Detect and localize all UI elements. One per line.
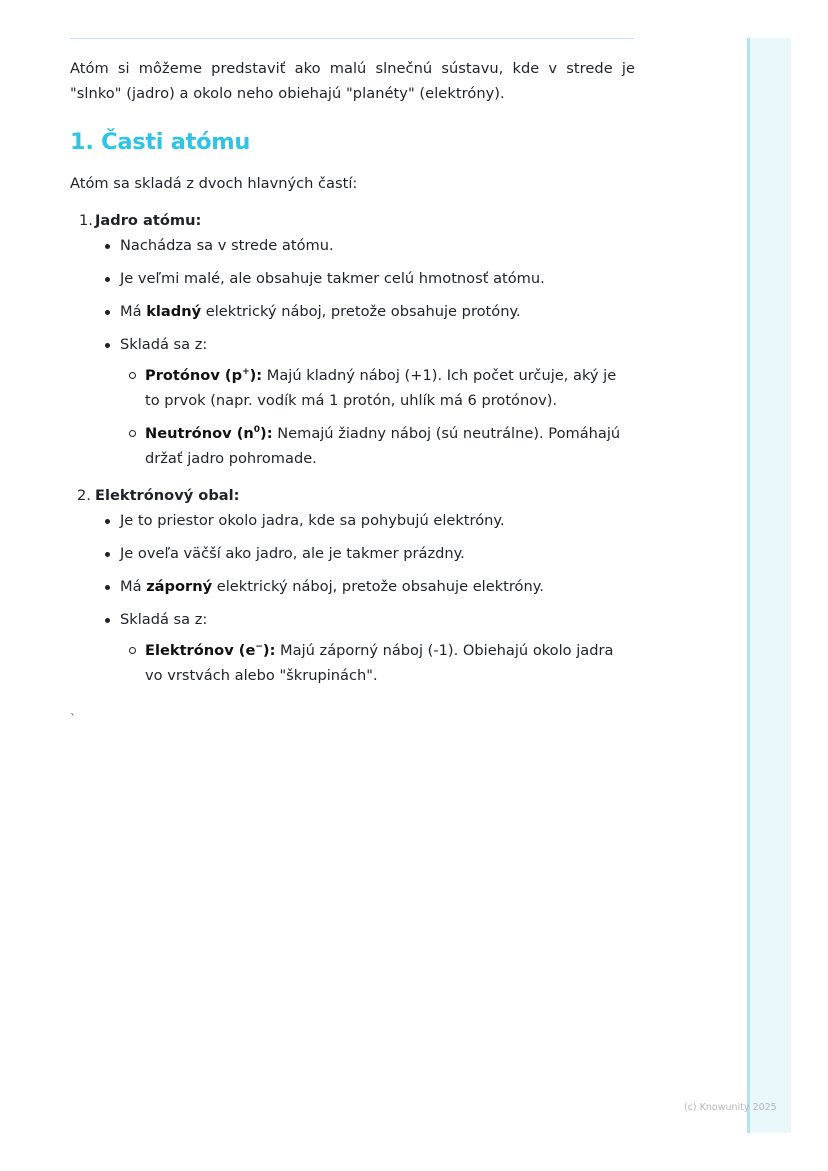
term: Neutrónov $(n^0)$: [145, 425, 273, 442]
copyright-footer: (c) Knowunity 2025 [684, 1102, 777, 1113]
section-heading: 1. Časti atómu [70, 129, 251, 155]
emphasis: kladný [146, 303, 202, 320]
list-item [95, 299, 635, 324]
superscript: + [242, 367, 250, 377]
list-item-text: Je veľmi malé, ale obsahuje takmer celú hmotnosť atómu. [120, 270, 545, 287]
list-item-text: Je to priestor okolo jadra, kde sa pohybujú elektróny. [120, 512, 505, 529]
parts-list [70, 208, 635, 688]
part-number: 2. [77, 487, 91, 504]
definition: Majú kladný náboj (+1). Ich počet určuje, aký je to prvok (napr. vodík má 1 protón, uhlík má 6 protónov). [145, 367, 617, 409]
sub-list-item-electrons [120, 638, 635, 688]
list-item [95, 607, 635, 688]
term: Elektrónov (e−): [145, 642, 276, 659]
definition: Majú záporný náboj (-1). Obiehajú okolo jadra vo vrstvách alebo "škrupinách". [145, 642, 614, 684]
lead-paragraph: Atóm sa skladá z dvoch hlavných častí: [70, 175, 358, 192]
list-item [95, 266, 635, 291]
emphasis: záporný [146, 578, 213, 595]
superscript: 0 [253, 425, 261, 435]
list-item [95, 233, 635, 258]
list-item [95, 508, 635, 533]
intro-paragraph: Atóm si môžeme predstaviť ako malú slnečnú sústavu, kde v strede je "slnko" (jadro) a okolo neho obiehajú "planéty" (elektróny). [70, 60, 635, 102]
part-item-nucleus [70, 208, 635, 471]
sub-list [120, 363, 635, 471]
definition: Nemajú žiadny náboj (sú neutrálne). Pomáhajú držať jadro pohromade. [145, 425, 621, 467]
sub-list-item-neutrons [120, 421, 635, 471]
bullet-list [95, 233, 635, 471]
list-item-text: Je oveľa väčší ako jadro, ale je takmer prázdny. [120, 545, 465, 562]
list-item [95, 332, 635, 471]
list-item [95, 574, 635, 599]
bullet-list [95, 508, 635, 688]
list-item-text: Skladá sa z: [120, 336, 208, 353]
part-item-electron-shell [70, 483, 635, 688]
part-title: Elektrónový obal: [95, 487, 240, 504]
list-item-text: elektrický náboj, pretože obsahuje elektróny. [212, 578, 544, 595]
list-item-text: Má [120, 578, 147, 595]
sub-list-item-protons [120, 363, 635, 413]
top-divider [70, 38, 634, 39]
sub-list [120, 638, 635, 688]
term: Protónov (p+): [145, 367, 263, 384]
part-number: 1. [79, 212, 93, 229]
stray-mark: ` [70, 712, 76, 726]
list-item-text: Skladá sa z: [120, 611, 208, 628]
list-item-text: Má [120, 303, 147, 320]
superscript: − [255, 642, 263, 652]
list-item-text: elektrický náboj, pretože obsahuje protóny. [201, 303, 521, 320]
document-body [70, 56, 635, 700]
list-item [95, 541, 635, 566]
list-item-text: Nachádza sa v strede atómu. [120, 237, 334, 254]
part-title: Jadro atómu: [95, 212, 202, 229]
side-margin-strip [747, 38, 791, 1133]
